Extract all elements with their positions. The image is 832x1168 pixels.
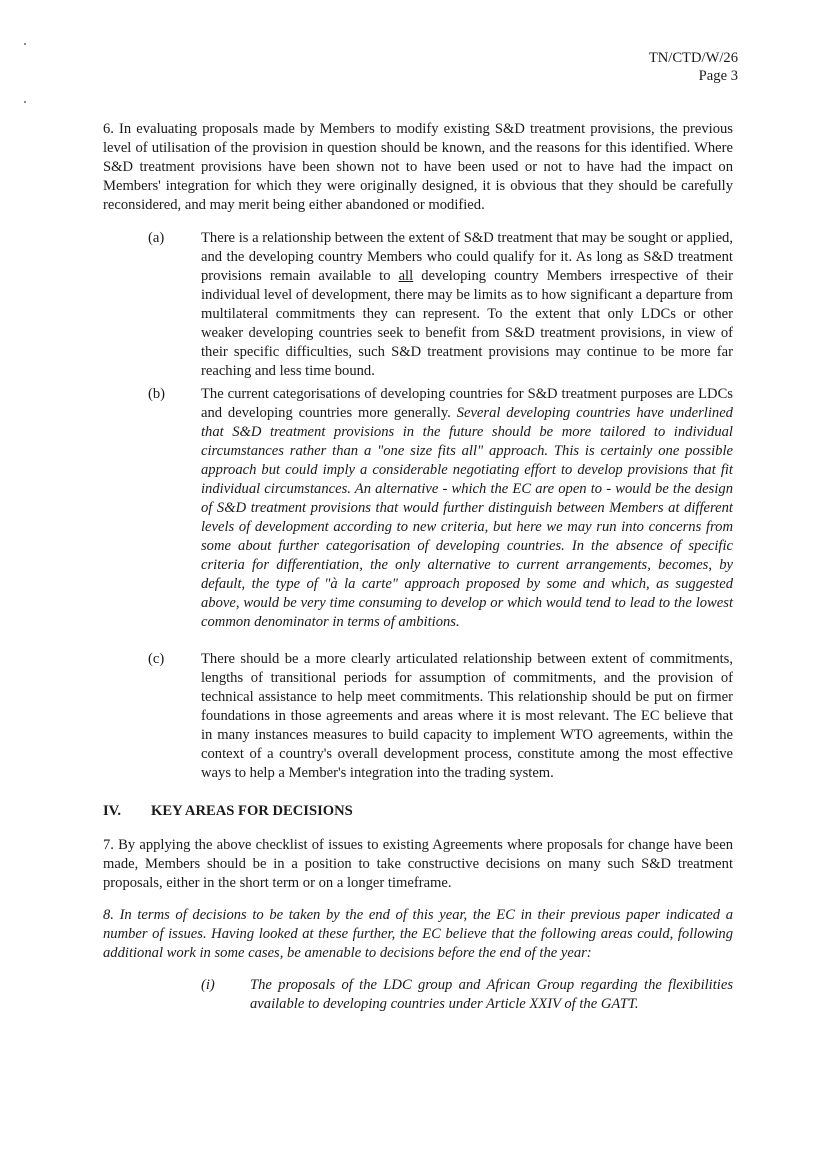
item-b-text: The current categorisations of developing countries for S&D treatment purposes are LDCs and developing countries more generally. Several developing countries have underlined that S&D treatment provisions in the future should be more tailored to individual circumstances rather than a "one size fits all" approach. This is certainly one possible approach but could imply a considerable negotiating effort to develop provisions that fit individual circumstances. An alternative - which the EC are open to - would be the design of S&D treatment provisions that would further distinguish between Members at different levels of development according to new criteria, but here we may run into concerns from some about further categorisation of developing countries. In the absence of specific criteria for differentiation, the only alternative to current arrangements, becomes, by default, the type of "à la carte" approach proposed by some and which, as suggested above, would be very time consuming to develop or which would tend to lead to the lowest common denominator in terms of ambitions. [201, 386, 733, 630]
item-c-label: (c) [148, 651, 165, 667]
emphasis-all: all [398, 268, 414, 284]
item-i-text: The proposals of the LDC group and African Group regarding the flexibilities available to developing countries under Article XXIV of the GATT. [250, 977, 733, 1012]
item-c-text: There should be a more clearly articulated relationship between extent of commitments, lengths of transitional periods for assumption of commitments, and the provision of technical assistance to help meet commitments. This relationship should be put on firmer foundations in those agreements and areas where it is most relevant. The EC believe that in many instances measures to build capacity to implement WTO agreements, within the context of a country's overall development process, constitute among the most effective ways to help a Member's integration into the trading system. [201, 651, 733, 781]
item-a-label: (a) [148, 230, 165, 246]
paragraph-7: 7. By applying the above checklist of issues to existing Agreements where proposals for change have been made, Members should be in a position to take constructive decisions on many such S&D treatment proposals, either in the short term or on a longer timeframe. [103, 837, 733, 891]
page-header [649, 50, 738, 85]
section-title: KEY AREAS FOR DECISIONS [151, 803, 353, 819]
item-i-label: (i) [201, 977, 215, 993]
section-heading [103, 802, 353, 821]
document-symbol: TN/CTD/W/26 [648, 50, 738, 66]
scan-speck [24, 101, 26, 103]
section-number: IV. [103, 803, 121, 819]
item-b-italic-text: Several developing countries have underlined that S&D treatment provisions in the future should be more tailored to individual circumstances rather than a "one size fits all" approach. This is certainly one possible approach but could imply a considerable negotiating effort to develop provisions that fit individual circumstances. An alternative - which the EC are open to - would be the design of S&D treatment provisions that would further distinguish between Members at different levels of development according to new criteria, but here we may run into concerns from some about further categorisation of developing countries. In the absence of specific criteria for differentiation, the only alternative to current arrangements, becomes, by default, the type of "à la carte" approach proposed by some and which, as suggested above, would be very time consuming to develop or which would tend to lead to the lowest common denominator in terms of ambitions. [201, 405, 733, 630]
item-b-label: (b) [148, 386, 166, 402]
paragraph-6: 6. In evaluating proposals made by Members to modify existing S&D treatment provisions, the previous level of utilisation of the provision in question should be known, and the reasons for this identified. Where S&D treatment provisions have been shown not to have been used or not to have had the impact on Members' integration for which they were originally designed, it is obvious that they should be carefully reconsidered, and may merit being either abandoned or modified. [103, 121, 733, 213]
paragraph-8: 8. In terms of decisions to be taken by the end of this year, the EC in their previous paper indicated a number of issues. Having looked at these further, the EC believe that the following areas could, following additional work in some cases, be amenable to decisions before the end of the year: [103, 907, 733, 961]
page-number: Page 3 [698, 67, 738, 84]
scan-speck [24, 43, 26, 45]
item-a-text: There is a relationship between the extent of S&D treatment that may be sought or applied, and the developing country Members who could qualify for it. As long as S&D treatment provisions remain available to all developing country Members irrespective of their individual level of development, there may be limits as to how significant a departure from multilateral commitments they can represent. To the extent that only LDCs or other weaker developing countries seek to benefit from S&D treatment provisions, in view of their specific difficulties, such S&D treatment provisions may continue to be more far reaching and less time bound. [201, 230, 733, 379]
